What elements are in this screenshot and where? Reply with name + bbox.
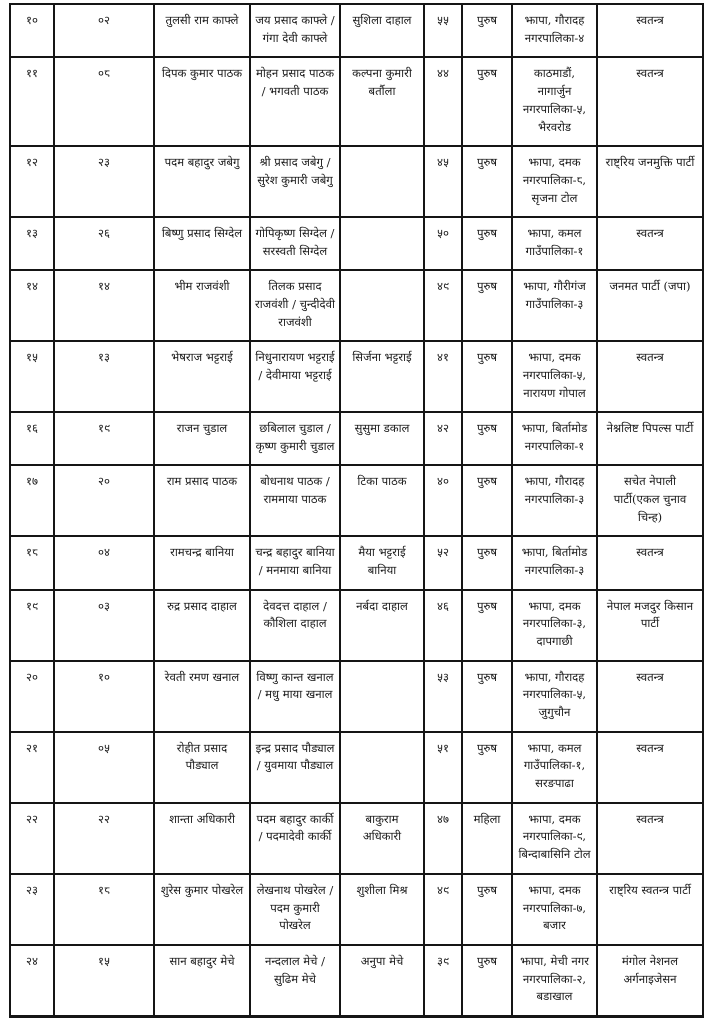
cell-age: ४९ bbox=[424, 874, 462, 945]
cell-address: झापा, गौरीगंज गाउँपालिका-३ bbox=[512, 270, 597, 341]
cell-parents-names: देवदत्त दाहाल / कौशिला दाहाल bbox=[250, 590, 340, 661]
cell-address: झापा, मेची नगर नगरपालिका-२, बडाखाल bbox=[512, 945, 597, 1017]
cell-candidate-name: रेवती रमण खनाल bbox=[154, 661, 250, 732]
cell-spouse-name: कल्पना कुमारी बर्तौला bbox=[340, 57, 424, 146]
cell-age: ४० bbox=[424, 465, 462, 536]
cell-address: झापा, दमक नगरपालिका-९, बिन्दाबासिनि टोल bbox=[512, 803, 597, 874]
cell-age: ३९ bbox=[424, 945, 462, 1017]
table-row bbox=[10, 732, 703, 803]
cell-gender: पुरुष bbox=[462, 874, 512, 945]
cell-parents-names: इन्द्र प्रसाद पौड्याल / युवमाया पौड्याल bbox=[250, 732, 340, 803]
table-body bbox=[10, 4, 703, 1017]
cell-spouse-name: टिका पाठक bbox=[340, 465, 424, 536]
cell-party: जनमत पार्टी (जपा) bbox=[597, 270, 703, 341]
cell-age: ५० bbox=[424, 217, 462, 270]
cell-candidate-name: शान्ता अधिकारी bbox=[154, 803, 250, 874]
cell-candidate-name: सान बहादुर मेचे bbox=[154, 945, 250, 1017]
cell-gender: पुरुष bbox=[462, 536, 512, 589]
cell-gender: पुरुष bbox=[462, 146, 512, 217]
cell-party: राष्ट्रिय जनमुक्ति पार्टी bbox=[597, 146, 703, 217]
cell-gender: पुरुष bbox=[462, 217, 512, 270]
cell-serial-number: १२ bbox=[10, 146, 54, 217]
table-row bbox=[10, 590, 703, 661]
cell-serial-number: १९ bbox=[10, 590, 54, 661]
cell-candidate-number: १० bbox=[54, 661, 154, 732]
table-row bbox=[10, 465, 703, 536]
cell-serial-number: २१ bbox=[10, 732, 54, 803]
cell-candidate-number: २० bbox=[54, 465, 154, 536]
cell-gender: पुरुष bbox=[462, 732, 512, 803]
cell-candidate-number: २६ bbox=[54, 217, 154, 270]
cell-address: झापा, दमक नगरपालिका-५, नारायण गोपाल bbox=[512, 341, 597, 412]
cell-candidate-name: बिष्णु प्रसाद सिग्देल bbox=[154, 217, 250, 270]
cell-candidate-name: भेषराज भट्टराई bbox=[154, 341, 250, 412]
cell-gender: पुरुष bbox=[462, 270, 512, 341]
cell-candidate-name: राजन चुडाल bbox=[154, 412, 250, 465]
cell-parents-names: तिलक प्रसाद राजवंशी / चुन्दीदेवी राजवंशी bbox=[250, 270, 340, 341]
table-row bbox=[10, 341, 703, 412]
cell-age: ४२ bbox=[424, 412, 462, 465]
cell-party: राष्ट्रिय स्वतन्त्र पार्टी bbox=[597, 874, 703, 945]
cell-parents-names: चन्द्र बहादुर बानिया / मनमाया बानिया bbox=[250, 536, 340, 589]
cell-candidate-number: ०२ bbox=[54, 4, 154, 57]
cell-gender: पुरुष bbox=[462, 590, 512, 661]
cell-spouse-name: बाकुराम अधिकारी bbox=[340, 803, 424, 874]
cell-parents-names: विष्णु कान्त खनाल / मधु माया खनाल bbox=[250, 661, 340, 732]
cell-parents-names: नन्दलाल मेचे / सुढिम मेचे bbox=[250, 945, 340, 1017]
cell-candidate-number: ०३ bbox=[54, 590, 154, 661]
cell-address: काठमाडौं, नागार्जुन नगरपालिका-५, भैरवरोड bbox=[512, 57, 597, 146]
cell-candidate-number: २२ bbox=[54, 803, 154, 874]
cell-gender: महिला bbox=[462, 803, 512, 874]
cell-age: ५३ bbox=[424, 661, 462, 732]
cell-spouse-name: नर्बदा दाहाल bbox=[340, 590, 424, 661]
cell-serial-number: १८ bbox=[10, 536, 54, 589]
cell-address: झापा, कमल गाउँपालिका-१, सरङपाढा bbox=[512, 732, 597, 803]
cell-serial-number: ११ bbox=[10, 57, 54, 146]
cell-candidate-name: रुद्र प्रसाद दाहाल bbox=[154, 590, 250, 661]
cell-address: झापा, बिर्तामोड नगरपालिका-३ bbox=[512, 536, 597, 589]
cell-spouse-name: सुसुमा डकाल bbox=[340, 412, 424, 465]
cell-parents-names: पदम बहादुर कार्की / पदमादेवी कार्की bbox=[250, 803, 340, 874]
cell-serial-number: १३ bbox=[10, 217, 54, 270]
cell-age: ४७ bbox=[424, 803, 462, 874]
cell-parents-names: मोहन प्रसाद पाठक / भगवती पाठक bbox=[250, 57, 340, 146]
cell-address: झापा, कमल गाउँपालिका-१ bbox=[512, 217, 597, 270]
cell-candidate-number: १९ bbox=[54, 412, 154, 465]
cell-address: झापा, गौरादह नगरपालिका-३ bbox=[512, 465, 597, 536]
cell-age: ४५ bbox=[424, 146, 462, 217]
cell-candidate-name: रामचन्द्र बानिया bbox=[154, 536, 250, 589]
table-row bbox=[10, 270, 703, 341]
cell-party: नेपाल मजदुर किसान पार्टी bbox=[597, 590, 703, 661]
cell-serial-number: २४ bbox=[10, 945, 54, 1017]
cell-serial-number: १५ bbox=[10, 341, 54, 412]
cell-candidate-number: ०८ bbox=[54, 57, 154, 146]
cell-party: स्वतन्त्र bbox=[597, 341, 703, 412]
cell-age: ५१ bbox=[424, 732, 462, 803]
cell-serial-number: १४ bbox=[10, 270, 54, 341]
cell-parents-names: बोधनाथ पाठक / राममाया पाठक bbox=[250, 465, 340, 536]
cell-gender: पुरुष bbox=[462, 945, 512, 1017]
cell-parents-names: छबिलाल चुडाल / कृष्ण कुमारी चुडाल bbox=[250, 412, 340, 465]
table-row bbox=[10, 57, 703, 146]
table-row bbox=[10, 412, 703, 465]
cell-candidate-number: १४ bbox=[54, 270, 154, 341]
cell-candidate-number: १८ bbox=[54, 874, 154, 945]
cell-gender: पुरुष bbox=[462, 465, 512, 536]
cell-party: स्वतन्त्र bbox=[597, 536, 703, 589]
cell-party: स्वतन्त्र bbox=[597, 217, 703, 270]
cell-gender: पुरुष bbox=[462, 341, 512, 412]
cell-candidate-number: ०५ bbox=[54, 732, 154, 803]
cell-spouse-name bbox=[340, 217, 424, 270]
cell-candidate-name: राम प्रसाद पाठक bbox=[154, 465, 250, 536]
cell-address: झापा, दमक नगरपालिका-८, सृजना टोल bbox=[512, 146, 597, 217]
table-row bbox=[10, 874, 703, 945]
cell-serial-number: २३ bbox=[10, 874, 54, 945]
cell-age: ५२ bbox=[424, 536, 462, 589]
table-row bbox=[10, 217, 703, 270]
cell-spouse-name bbox=[340, 270, 424, 341]
table-row bbox=[10, 146, 703, 217]
cell-serial-number: १६ bbox=[10, 412, 54, 465]
cell-spouse-name: सिर्जना भट्टराई bbox=[340, 341, 424, 412]
cell-spouse-name: अनुपा मेचे bbox=[340, 945, 424, 1017]
cell-party: स्वतन्त्र bbox=[597, 661, 703, 732]
cell-parents-names: श्री प्रसाद जबेगु / सुरेश कुमारी जबेगु bbox=[250, 146, 340, 217]
cell-spouse-name: शुशीला मिश्र bbox=[340, 874, 424, 945]
cell-candidate-name: भीम राजवंशी bbox=[154, 270, 250, 341]
table-row bbox=[10, 536, 703, 589]
cell-spouse-name bbox=[340, 146, 424, 217]
cell-age: ४९ bbox=[424, 270, 462, 341]
cell-spouse-name: मैया भट्टराई बानिया bbox=[340, 536, 424, 589]
cell-age: ४१ bbox=[424, 341, 462, 412]
cell-candidate-number: २३ bbox=[54, 146, 154, 217]
table-row bbox=[10, 4, 703, 57]
cell-serial-number: १० bbox=[10, 4, 54, 57]
cell-spouse-name bbox=[340, 661, 424, 732]
cell-parents-names: जय प्रसाद काफ्ले / गंगा देवी काफ्ले bbox=[250, 4, 340, 57]
cell-candidate-name: पदम बहादुर जबेगु bbox=[154, 146, 250, 217]
cell-spouse-name bbox=[340, 732, 424, 803]
cell-gender: पुरुष bbox=[462, 57, 512, 146]
table-row bbox=[10, 661, 703, 732]
cell-gender: पुरुष bbox=[462, 4, 512, 57]
cell-candidate-name: दिपक कुमार पाठक bbox=[154, 57, 250, 146]
cell-candidate-number: १३ bbox=[54, 341, 154, 412]
cell-address: झापा, बिर्तामोड नगरपालिका-१ bbox=[512, 412, 597, 465]
table-row bbox=[10, 945, 703, 1017]
cell-age: ४४ bbox=[424, 57, 462, 146]
cell-serial-number: २० bbox=[10, 661, 54, 732]
cell-serial-number: २२ bbox=[10, 803, 54, 874]
cell-serial-number: १७ bbox=[10, 465, 54, 536]
cell-parents-names: निधुनारायण भट्टराई / देवीमाया भट्टराई bbox=[250, 341, 340, 412]
cell-party: स्वतन्त्र bbox=[597, 732, 703, 803]
cell-party: नेश्नलिष्ट पिपल्स पार्टी bbox=[597, 412, 703, 465]
cell-parents-names: लेखनाथ पोखरेल / पदम कुमारी पोखरेल bbox=[250, 874, 340, 945]
cell-age: ५५ bbox=[424, 4, 462, 57]
cell-gender: पुरुष bbox=[462, 661, 512, 732]
cell-candidate-number: १५ bbox=[54, 945, 154, 1017]
cell-candidate-name: रोहीत प्रसाद पौड्याल bbox=[154, 732, 250, 803]
cell-candidate-name: तुलसी राम काफ्ले bbox=[154, 4, 250, 57]
cell-party: स्वतन्त्र bbox=[597, 4, 703, 57]
cell-party: स्वतन्त्र bbox=[597, 57, 703, 146]
candidate-table bbox=[9, 3, 704, 1018]
cell-party: स्वतन्त्र bbox=[597, 803, 703, 874]
table-row bbox=[10, 803, 703, 874]
cell-address: झापा, गौरादह नगरपालिका-४ bbox=[512, 4, 597, 57]
cell-parents-names: गोपिकृष्ण सिग्देल / सरस्वती सिग्देल bbox=[250, 217, 340, 270]
cell-address: झापा, दमक नगरपालिका-७, बजार bbox=[512, 874, 597, 945]
cell-party: सचेत नेपाली पार्टी(एकल चुनाव चिन्ह) bbox=[597, 465, 703, 536]
cell-age: ४६ bbox=[424, 590, 462, 661]
cell-gender: पुरुष bbox=[462, 412, 512, 465]
cell-party: मंगोल नेशनल अर्गनाइजेसन bbox=[597, 945, 703, 1017]
cell-candidate-number: ०४ bbox=[54, 536, 154, 589]
cell-candidate-name: शुरेस कुमार पोखरेल bbox=[154, 874, 250, 945]
cell-address: झापा, गौरादह नगरपालिका-५, जुगुचौन bbox=[512, 661, 597, 732]
cell-address: झापा, दमक नगरपालिका-३, दापगाछी bbox=[512, 590, 597, 661]
cell-spouse-name: सुशिला दाहाल bbox=[340, 4, 424, 57]
